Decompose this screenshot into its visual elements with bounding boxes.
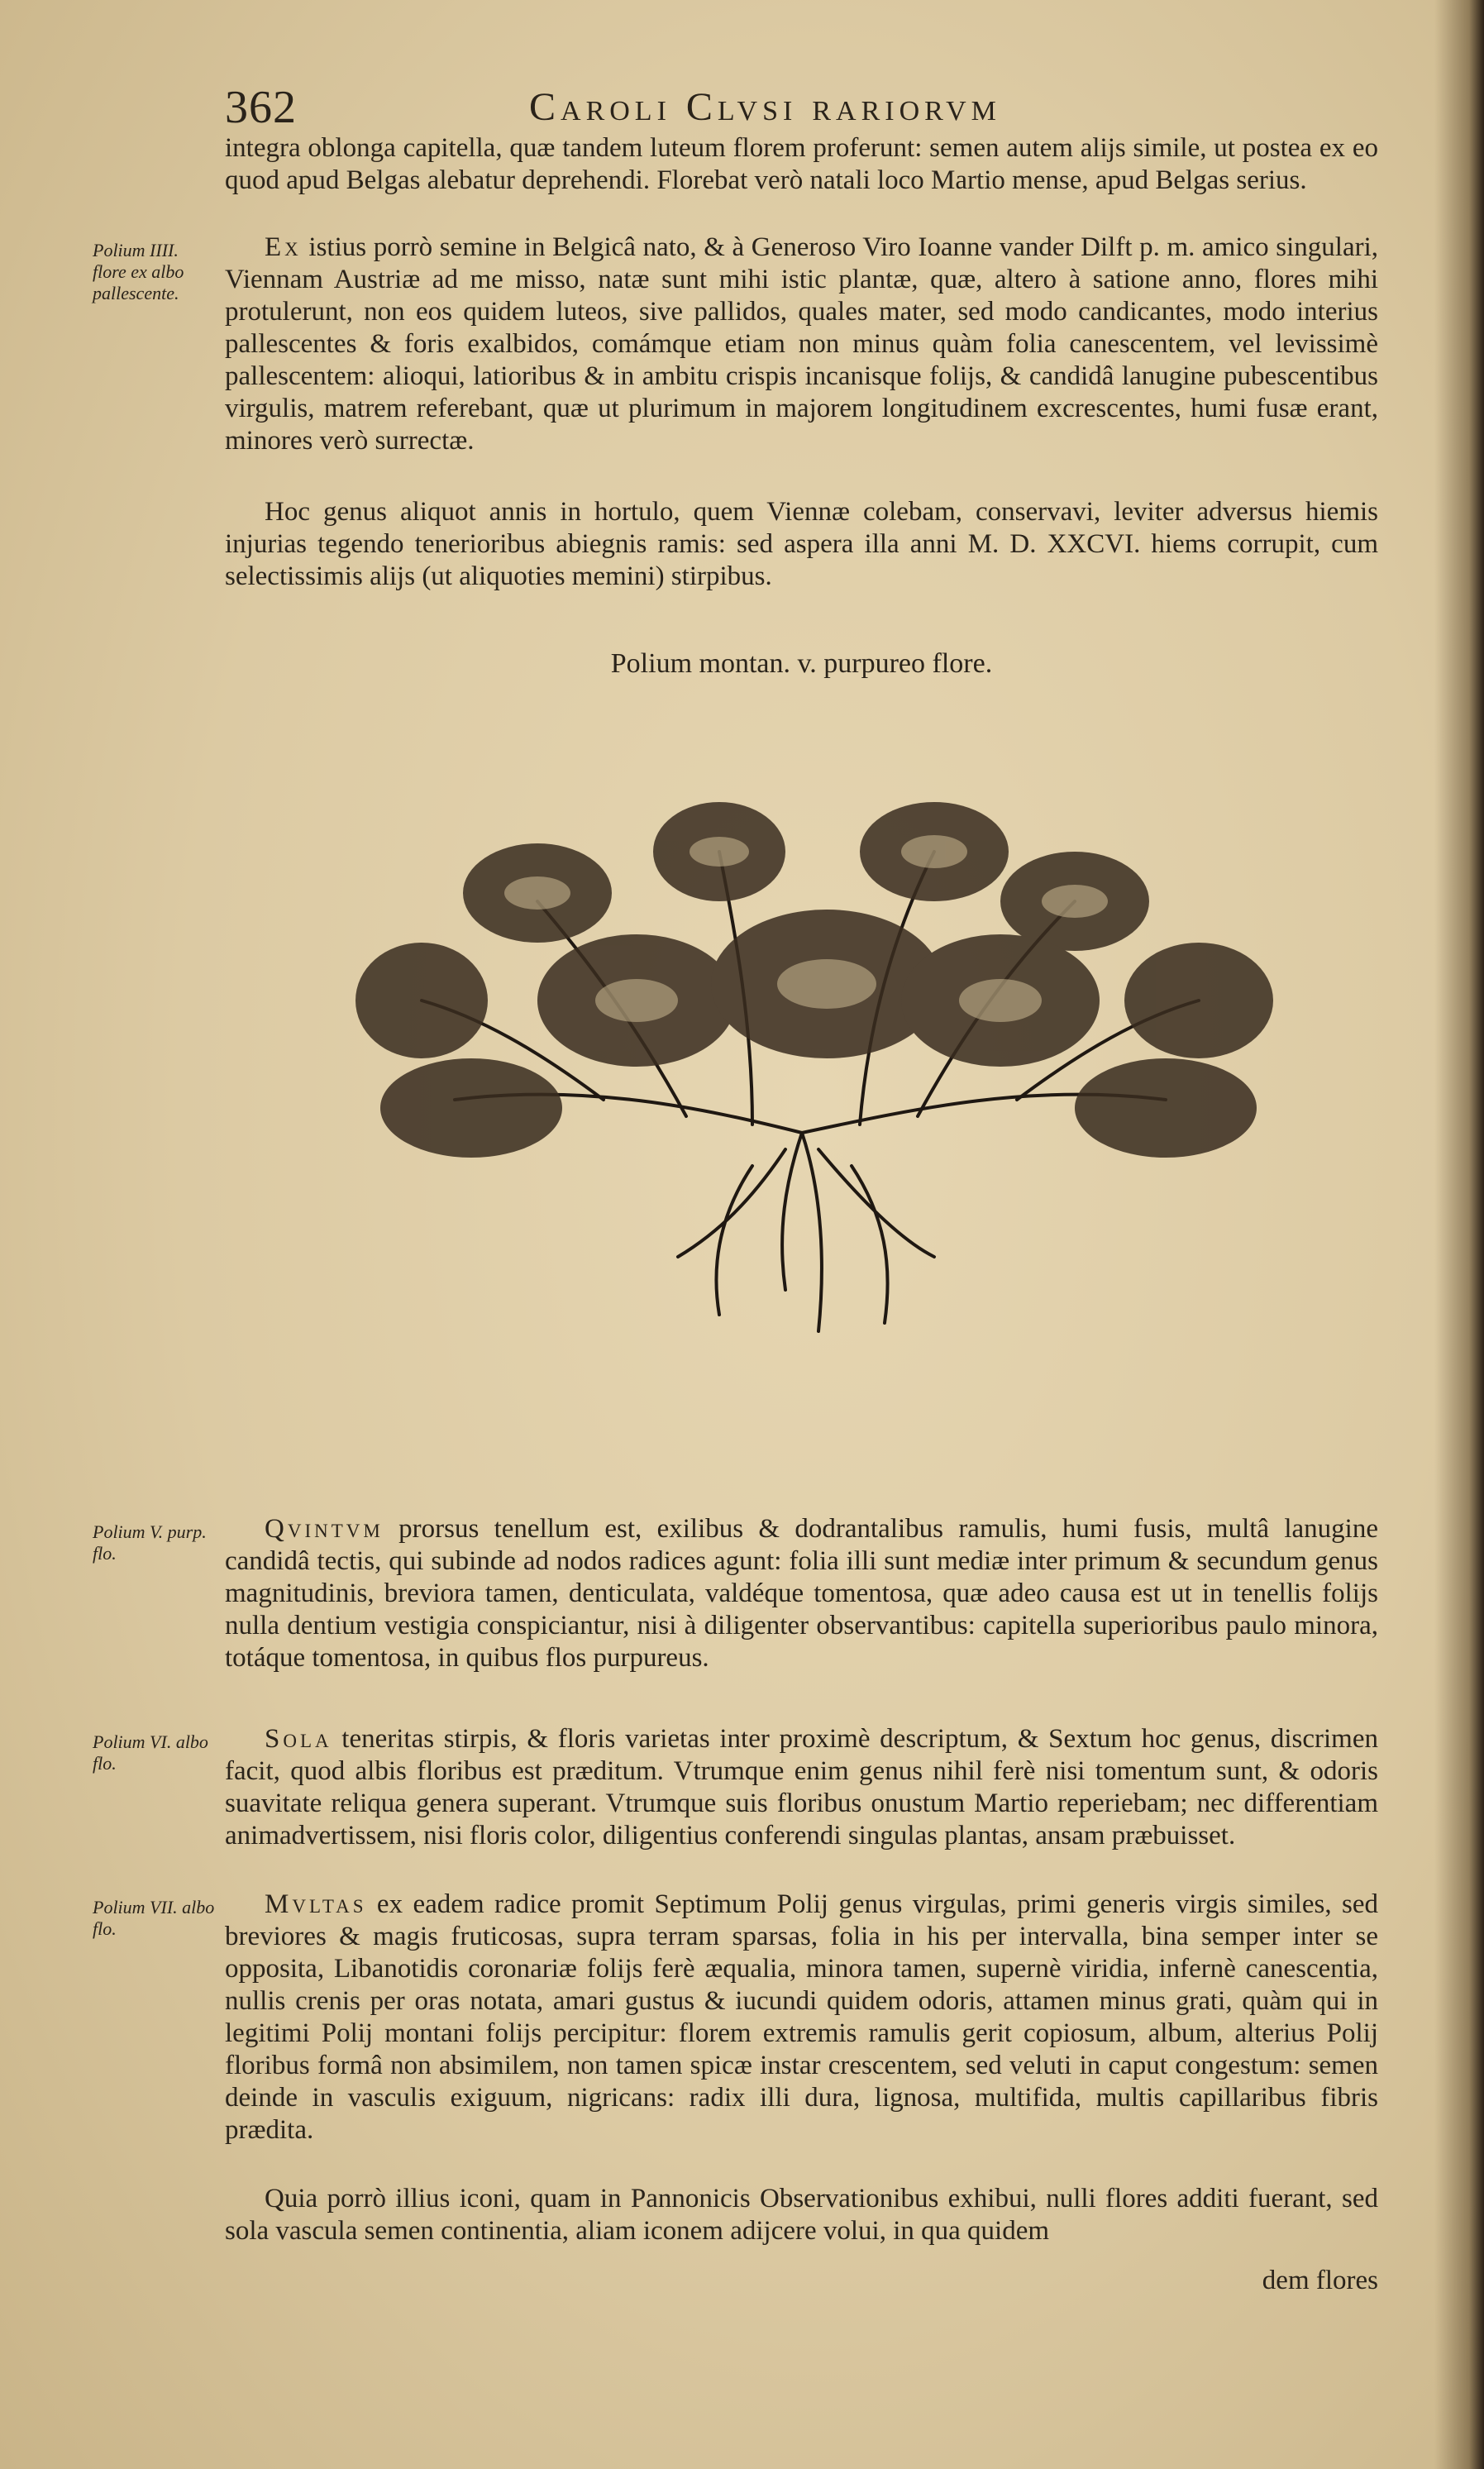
running-title: Caroli Clvsi rariorvm [529,85,1001,129]
paragraph-4-lead: Qvintvm [265,1514,384,1544]
page-number: 362 [225,82,297,133]
plant-woodcut-illustration [289,752,1323,1364]
paragraph-2-text: istius porrò semine in Belgicâ nato, & à Generoso Viro Ioanne vander Dilft p. m. amico singulari, Viennam Austriæ ad me misso, natæ sunt mihi istic plantæ, quæ, altero à satione anno, flores mihi protulerunt, non eos quidem luteos, sive pallidos, quales mater, sed modo candicantes, modo interius pallescentes & foris exalbidos, comámque etiam non minus quàm folia canescentem, vel levissimè pallescentem: alioqui, latioribus & in ambitu crispis incanisque folijs, & candidâ lanugine pubescentibus virgulis, matrem referebant, quæ ut plurimum in majorem longitudinem excrescentes, humi fusæ erant, minores verò surrectæ. [225,232,1378,456]
paragraph-5 [225,1723,1378,1852]
paragraph-top: integra oblonga capitella, quæ tandem luteum florem proferunt: semen autem alijs simile, ut postea ex eo quod apud Belgas alebatur deprehendi. Florebat verò natali loco Martio mense, apud Belgas serius. [225,133,1378,195]
catchword: dem flores [1262,2266,1378,2295]
text-paragraph-6 [225,1889,1378,2147]
margin-note-polium-6: Polium VI. albo flo. [93,1731,208,1774]
paragraph-6 [225,1889,1378,2147]
paragraph-7: Quia porrò illius iconi, quam in Pannonicis Observationibus exhibui, nulli flores additi fuerant, sed sola vascula semen continentia, aliam iconem adijcere volui, in qua quidem [225,2184,1378,2246]
margin-note-polium-4: Polium IIII. flore ex albo pallescente. [93,240,184,303]
paragraph-3: Hoc genus aliquot annis in hortulo, quem Viennæ colebam, conservavi, leviter adversus hiemis injurias tegendo tenerioribus abiegnis ramis: sed aspera illa anni M. D. XXCVI. hiems corrupit, cum selectissimis alijs (ut aliquoties memini) stirpibus. [225,497,1378,591]
text-paragraph-5 [225,1723,1378,1852]
paragraph-5-text: teneritas stirpis, & floris varietas inter proximè descriptum, & Sextum hoc genus, discrimen facit, quod albis floribus est præditum. Vtrumque enim genus nihil ferè nisi tomentum sunt, & odoris suavitate reliqua genera superant. Vtrumque suis floribus onustum Martio reperiebam; nec differentiam animadvertissem, nisi floris color, diligentius conferendi singulas plantas, ansam præbuisset. [225,1724,1378,1851]
paragraph-6-lead: Mvltas [265,1889,367,1919]
paragraph-2 [225,232,1378,457]
text-paragraph-7 [225,2183,1378,2247]
paragraph-5-lead: Sola [265,1724,332,1754]
text-paragraph-top [225,132,1378,197]
text-paragraph-3 [225,496,1378,593]
margin-note-polium-5: Polium V. purp. flo. [93,1521,207,1564]
text-paragraph-4 [225,1513,1378,1674]
paragraph-4 [225,1513,1378,1674]
page-header [0,73,1484,139]
margin-note-polium-7: Polium VII. albo flo. [93,1897,215,1939]
paragraph-4-text: prorsus tenellum est, exilibus & dodrantalibus ramulis, humi fusis, multâ lanugine candidâ tectis, qui subinde ad nodos radices agunt: folia illi sunt mediæ inter primum & secundum genus magnitudinis, breviora tamen, denticulata, valdéque tomentosa, quæ adeo causa est ut in tenellis folijs nulla dentium vestigia conspiciantur, nisi à diligenter observantibus: capitella superioribus paulo minora, totáque tomentosa, in quibus flos purpureus. [225,1514,1378,1673]
text-paragraph-2 [225,232,1378,457]
book-spine-shadow [1434,0,1484,2469]
paragraph-6-text: ex eadem radice promit Septimum Polij genus virgulas, primi generis virgis similes, sed breviores & magis fruticosas, supra terram sparsas, folia in his per intervalla, bina semper inter se opposita, Libanotidis coronariæ folijs ferè æqualia, minora tamen, supernè viridia, infernè canescentia, nullis crenis per oras notata, amari gustus & iucundi quidem odoris, attamen minus grati, quàm qui in legitimi Polij montani folijs percipitur: florem extremis ramulis gerit copiosum, album, alterius Polij floribus formâ non absimilem, non tamen spicæ instar crescentem, sed veluti in caput congestum: semen deinde in vasculis exiguum, nigricans: radix illi dura, lignosa, multifida, multis capillaribus fibris prædita. [225,1889,1378,2145]
figure-caption: Polium montan. v. purpureo flore. [610,648,993,679]
paragraph-2-lead: Ex [265,232,302,262]
